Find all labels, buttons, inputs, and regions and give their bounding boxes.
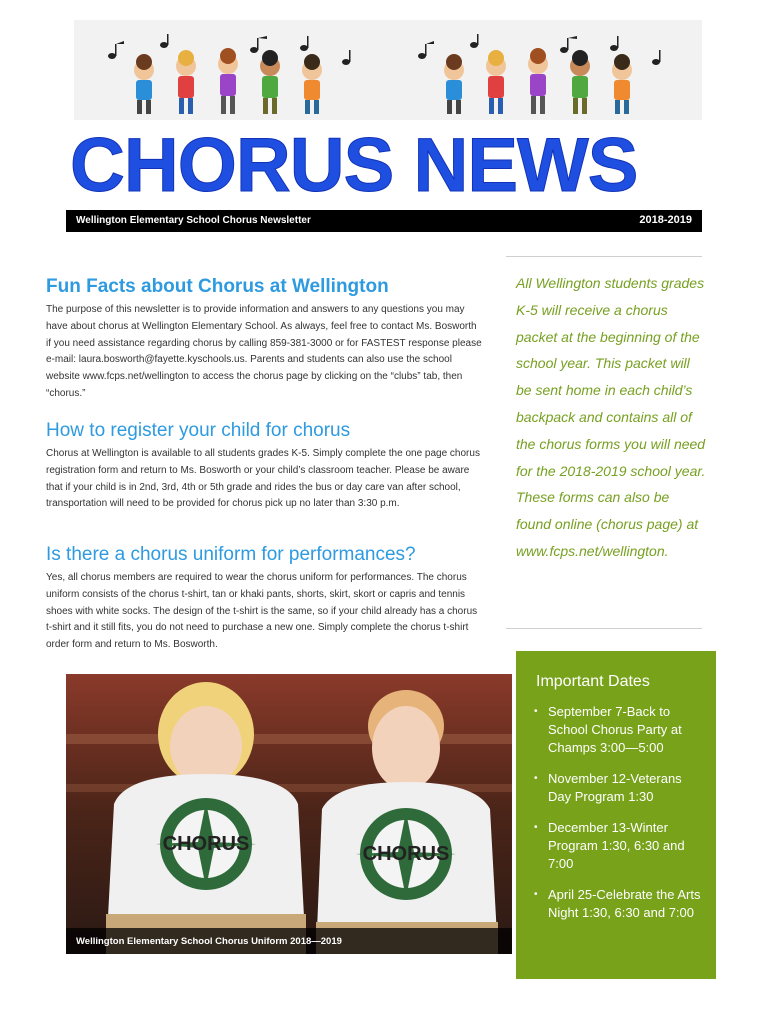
important-dates-list bbox=[534, 703, 706, 935]
singing-kids-clipart-right bbox=[414, 30, 674, 120]
date-item: • December 13-Winter Program 1:30, 6:30 and 7:00 bbox=[534, 819, 706, 873]
date-item: • April 25-Celebrate the Arts Night 1:30, 6:30 and 7:00 bbox=[534, 886, 706, 922]
masthead-title: CHORUS NEWS bbox=[70, 123, 638, 208]
date-item: • November 12-Veterans Day Program 1:30 bbox=[534, 770, 706, 806]
article-register bbox=[46, 420, 482, 513]
newsletter-subtitle: Wellington Elementary School Chorus Newsletter bbox=[76, 215, 311, 226]
sidebar-quote: All Wellington students grades K-5 will receive a chorus packet at the beginning of the school year. This packet will be sent home in each child’s backpack and contains all of the chorus forms you will need for the 2018-2019 school year. These forms can also be found online (chorus page) at www.fcps.net/wellington. bbox=[516, 275, 706, 559]
article-heading: Fun Facts about Chorus at Wellington bbox=[46, 276, 389, 297]
article-uniform bbox=[46, 544, 482, 654]
sidebar-divider-top bbox=[506, 256, 702, 257]
uniform-photo bbox=[66, 674, 512, 954]
important-dates-box bbox=[516, 651, 716, 979]
sidebar-divider-bottom bbox=[506, 628, 702, 629]
photo-caption: Wellington Elementary School Chorus Uniform 2018—2019 bbox=[76, 936, 342, 947]
article-fun-facts bbox=[46, 276, 482, 403]
article-body: The purpose of this newsletter is to provide information and answers to any questions you may have about chorus at Wellington Elementary School. As always, feel free to contact Ms. Bosworth if you need assistance regarding chorus by calling 859-381-3000 or for FASTEST response please e-mail: laura.bosworth@fayette.kyschools.us. Parents and students can also use the school website www.fcps.net/wellington to access the chorus page by clicking on the “clubs” tab, then “chorus.” bbox=[46, 304, 482, 399]
photo-caption-bar bbox=[66, 928, 512, 954]
children-in-uniform-image bbox=[66, 674, 512, 954]
date-item: • September 7-Back to School Chorus Party at Champs 3:00—5:00 bbox=[534, 703, 706, 757]
shirt-logo-text: CHORUS bbox=[362, 843, 450, 865]
masthead-bar bbox=[66, 210, 702, 232]
school-year: 2018-2019 bbox=[639, 214, 692, 226]
article-body: Chorus at Wellington is available to all students grades K-5. Simply complete the one page chorus registration form and return to Ms. Bosworth or your child’s classroom teacher. Please be aware that if your child is in 2nd, 3rd, 4th or 5th grade and rides the bus or day care van after school, transportation will need to be provided for chorus pick up no later than 3:30 p.m. bbox=[46, 448, 480, 510]
article-body: Yes, all chorus members are required to wear the chorus uniform for performances. The chorus uniform consists of the chorus t-shirt, tan or khaki pants, shorts, skirt, skort or capris and tennis shoes with white socks. The design of the t-shirt is the same, so if your child already has a chorus t-shirt and it still fits, you do not need to purchase a new one. Simply complete the chorus t-shirt order form and return to Ms. Bosworth. bbox=[46, 572, 478, 651]
article-heading: How to register your child for chorus bbox=[46, 420, 351, 441]
clipart-banner bbox=[74, 20, 702, 120]
singing-kids-clipart-left bbox=[104, 30, 364, 120]
important-dates-heading: Important Dates bbox=[536, 673, 650, 690]
shirt-logo-text: CHORUS bbox=[162, 833, 250, 855]
article-heading: Is there a chorus uniform for performances? bbox=[46, 544, 416, 565]
